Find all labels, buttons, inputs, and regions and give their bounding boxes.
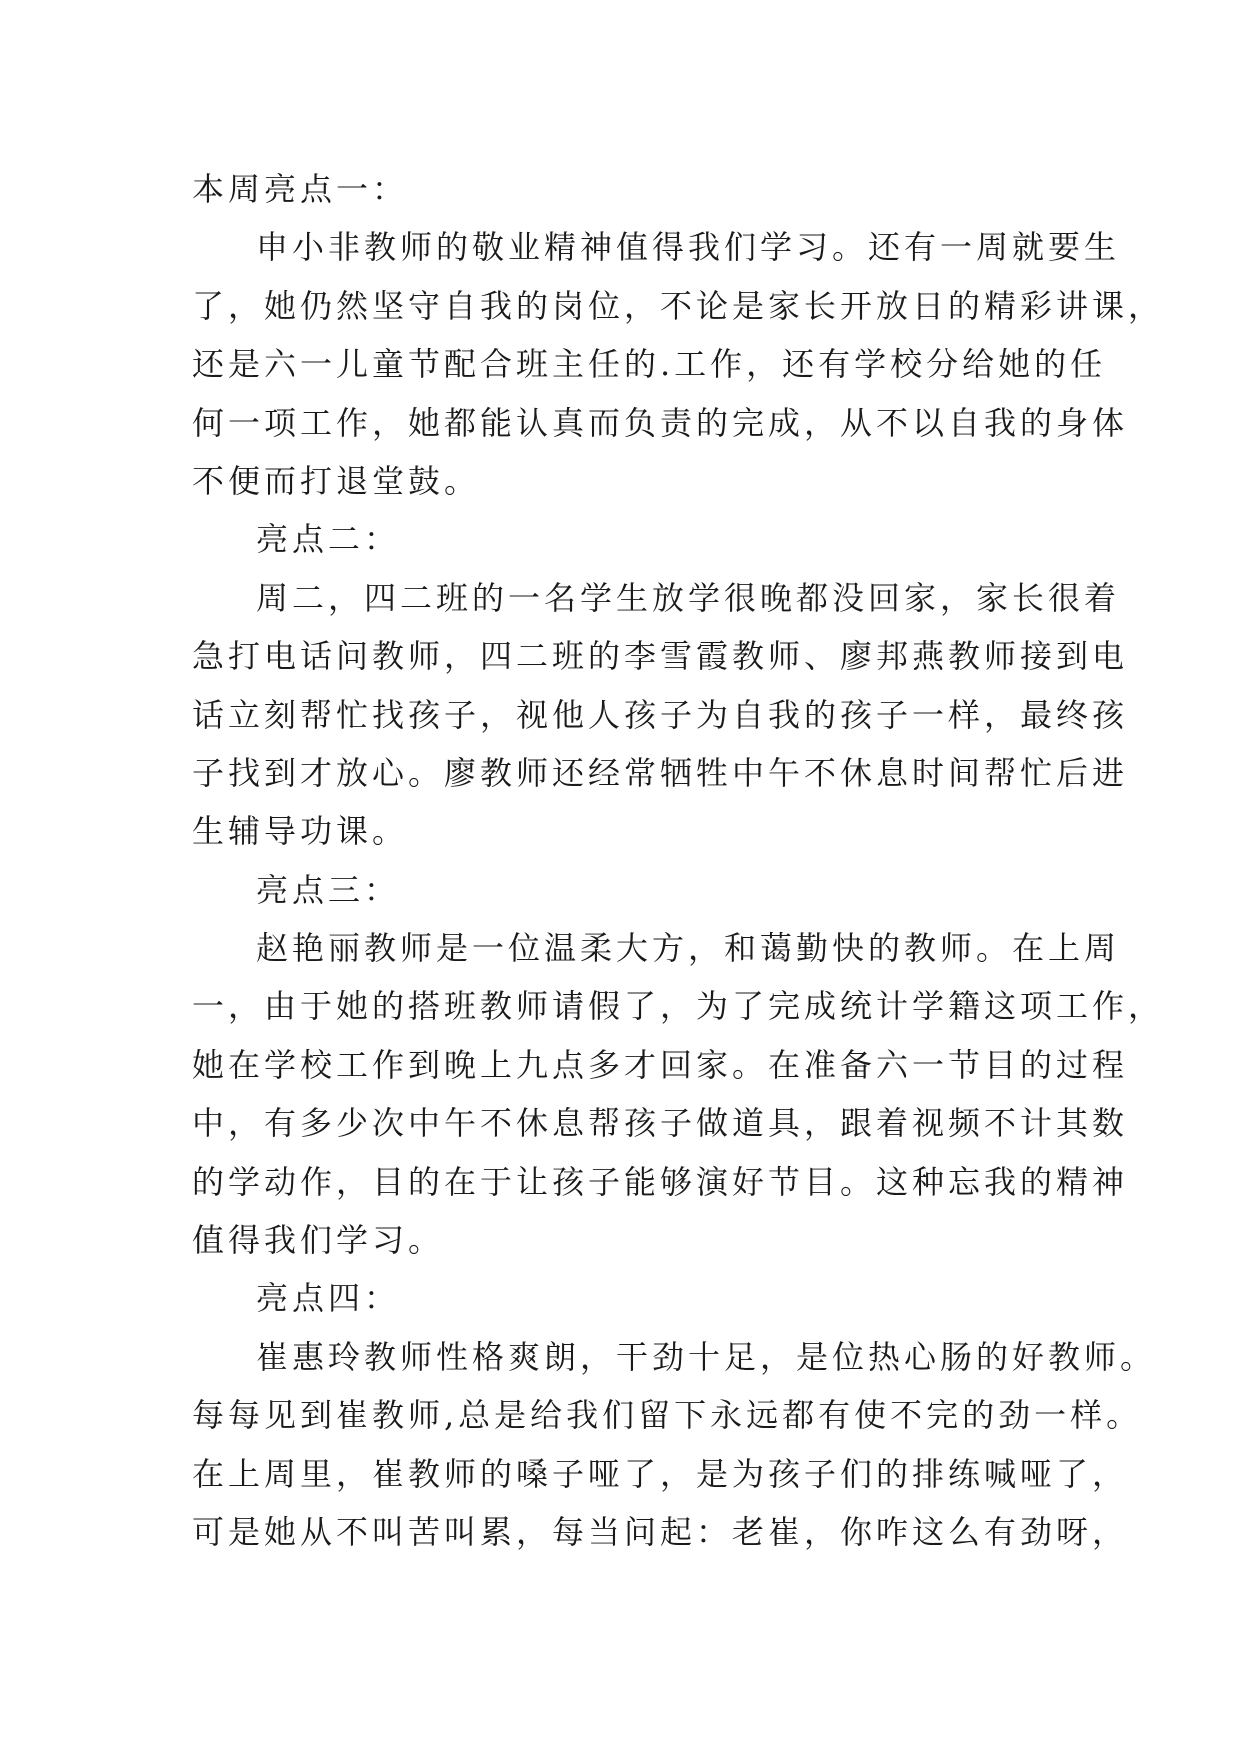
paragraph-line: 周二，四二班的一名学生放学很晚都没回家，家长很着 [256,578,1121,617]
paragraph-line: 可是她从不叫苦叫累，每当问起：老崔，你咋这么有劲呀， [192,1512,1129,1551]
paragraph-line: 值得我们学习。 [192,1221,445,1260]
section-heading-2: 亮点二： [256,520,401,559]
paragraph-line: 在上周里，崔教师的嗓子哑了，是为孩子们的排练喊哑了， [192,1454,1129,1493]
paragraph-line: 子找到才放心。廖教师还经常牺牲中午不休息时间帮忙后进 [192,753,1129,792]
paragraph-line: 话立刻帮忙找孩子，视他人孩子为自我的孩子一样，最终孩 [192,695,1129,734]
section-heading-3: 亮点三： [256,870,401,909]
paragraph-line: 不便而打退堂鼓。 [192,461,481,500]
paragraph-line: 生辅导功课。 [192,812,409,851]
document-body [192,160,1165,1561]
paragraph-line: 申小非教师的敬业精神值得我们学习。还有一周就要生 [256,228,1121,267]
section-heading-4: 亮点四： [256,1279,401,1318]
paragraph-line: 急打电话问教师，四二班的李雪霞教师、廖邦燕教师接到电 [192,637,1129,676]
paragraph-line: 每每见到崔教师,总是给我们留下永远都有使不完的劲一样。 [192,1396,1143,1435]
paragraph-line: 还是六一儿童节配合班主任的.工作，还有学校分给她的任 [192,345,1107,384]
paragraph-line: 赵艳丽教师是一位温柔大方，和蔼勤快的教师。在上周 [256,929,1121,968]
paragraph-line: 的学动作，目的在于让孩子能够演好节目。这种忘我的精神 [192,1162,1129,1201]
paragraph-line: 一，由于她的搭班教师请假了，为了完成统计学籍这项工作， [192,987,1165,1026]
paragraph-line: 中，有多少次中午不休息帮孩子做道具，跟着视频不计其数 [192,1104,1129,1143]
paragraph-line: 何一项工作，她都能认真而负责的完成，从不以自我的身体 [192,403,1129,442]
paragraph-line: 她在学校工作到晚上九点多才回家。在准备六一节目的过程 [192,1045,1129,1084]
paragraph-line: 了，她仍然坚守自我的岗位，不论是家长开放日的精彩讲课， [192,286,1165,325]
paragraph-line: 崔惠玲教师性格爽朗，干劲十足，是位热心肠的好教师。 [256,1337,1157,1376]
section-heading-1: 本周亮点一： [192,170,409,208]
